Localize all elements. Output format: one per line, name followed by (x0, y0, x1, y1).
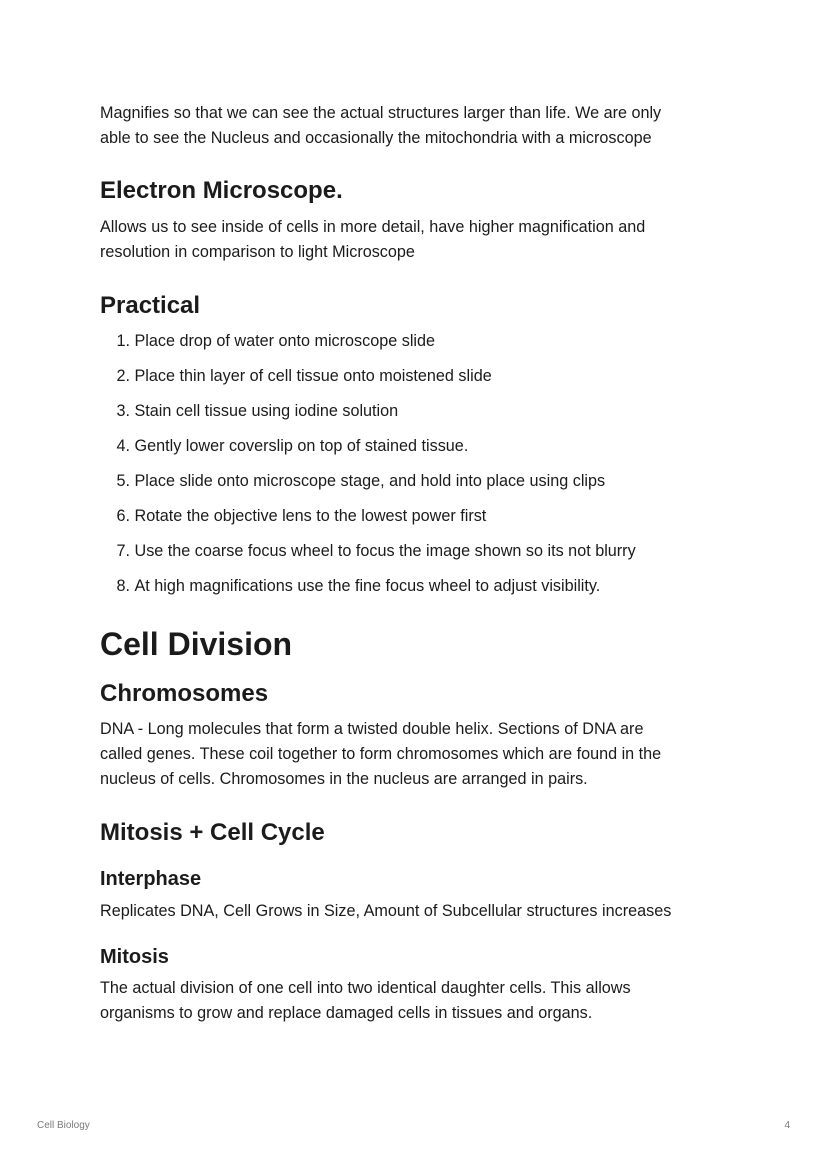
practical-heading: Practical (100, 292, 201, 319)
chromosomes-line-2: called genes. These coil together to form chromosomes which are found in the (100, 745, 662, 763)
page-number: 4 (784, 1120, 790, 1131)
mitosis-line-1: The actual division of one cell into two identical daughter cells. This allows (100, 979, 631, 997)
step-number: 3. (116, 402, 130, 420)
step-number: 8. (116, 577, 130, 595)
intro-line-1: Magnifies so that we can see the actual structures larger than life. We are only (100, 104, 662, 122)
practical-steps-list (100, 329, 740, 599)
step-number: 5. (116, 472, 130, 490)
mitosis-heading: Mitosis (100, 946, 169, 968)
chromosomes-line-1: DNA - Long molecules that form a twisted double helix. Sections of DNA are (100, 720, 644, 738)
list-item (100, 434, 740, 459)
mitosis-line-2: organisms to grow and replace damaged cells in tissues and organs. (100, 1004, 593, 1022)
electron-line-1: Allows us to see inside of cells in more detail, have higher magnification and (100, 218, 646, 236)
step-number: 2. (116, 367, 130, 385)
electron-microscope-paragraph (100, 215, 740, 265)
step-text: Rotate the objective lens to the lowest power first (134, 507, 487, 525)
step-number: 1. (116, 332, 130, 350)
list-item (100, 399, 740, 424)
cell-division-heading: Cell Division (100, 626, 293, 662)
step-text: Use the coarse focus wheel to focus the image shown so its not blurry (134, 542, 636, 560)
chromosomes-line-3: nucleus of cells. Chromosomes in the nucleus are arranged in pairs. (100, 770, 588, 788)
step-text: At high magnifications use the fine focus wheel to adjust visibility. (134, 577, 601, 595)
interphase-text: Replicates DNA, Cell Grows in Size, Amount of Subcellular structures increases (100, 902, 672, 920)
footer-title: Cell Biology (37, 1120, 90, 1131)
step-number: 6. (116, 507, 130, 525)
mitosis-paragraph (100, 976, 740, 1026)
step-text: Place drop of water onto microscope slide (134, 332, 436, 350)
mitosis-cell-cycle-heading: Mitosis + Cell Cycle (100, 819, 325, 846)
interphase-heading: Interphase (100, 868, 202, 890)
step-text: Place thin layer of cell tissue onto moistened slide (134, 367, 492, 385)
list-item (100, 329, 740, 354)
list-item (100, 469, 740, 494)
electron-microscope-heading: Electron Microscope. (100, 177, 343, 204)
step-number: 4. (116, 437, 130, 455)
chromosomes-heading: Chromosomes (100, 680, 269, 707)
step-text: Place slide onto microscope stage, and hold into place using clips (134, 472, 606, 490)
document-page (100, 101, 740, 1026)
step-text: Stain cell tissue using iodine solution (134, 402, 399, 420)
list-item (100, 574, 740, 599)
electron-line-2: resolution in comparison to light Microscope (100, 243, 415, 261)
intro-paragraph (100, 101, 740, 151)
chromosomes-paragraph (100, 717, 740, 792)
list-item (100, 539, 740, 564)
intro-line-2: able to see the Nucleus and occasionally the mitochondria with a microscope (100, 129, 652, 147)
step-text: Gently lower coverslip on top of stained tissue. (134, 437, 469, 455)
list-item (100, 504, 740, 529)
step-number: 7. (116, 542, 130, 560)
list-item (100, 364, 740, 389)
